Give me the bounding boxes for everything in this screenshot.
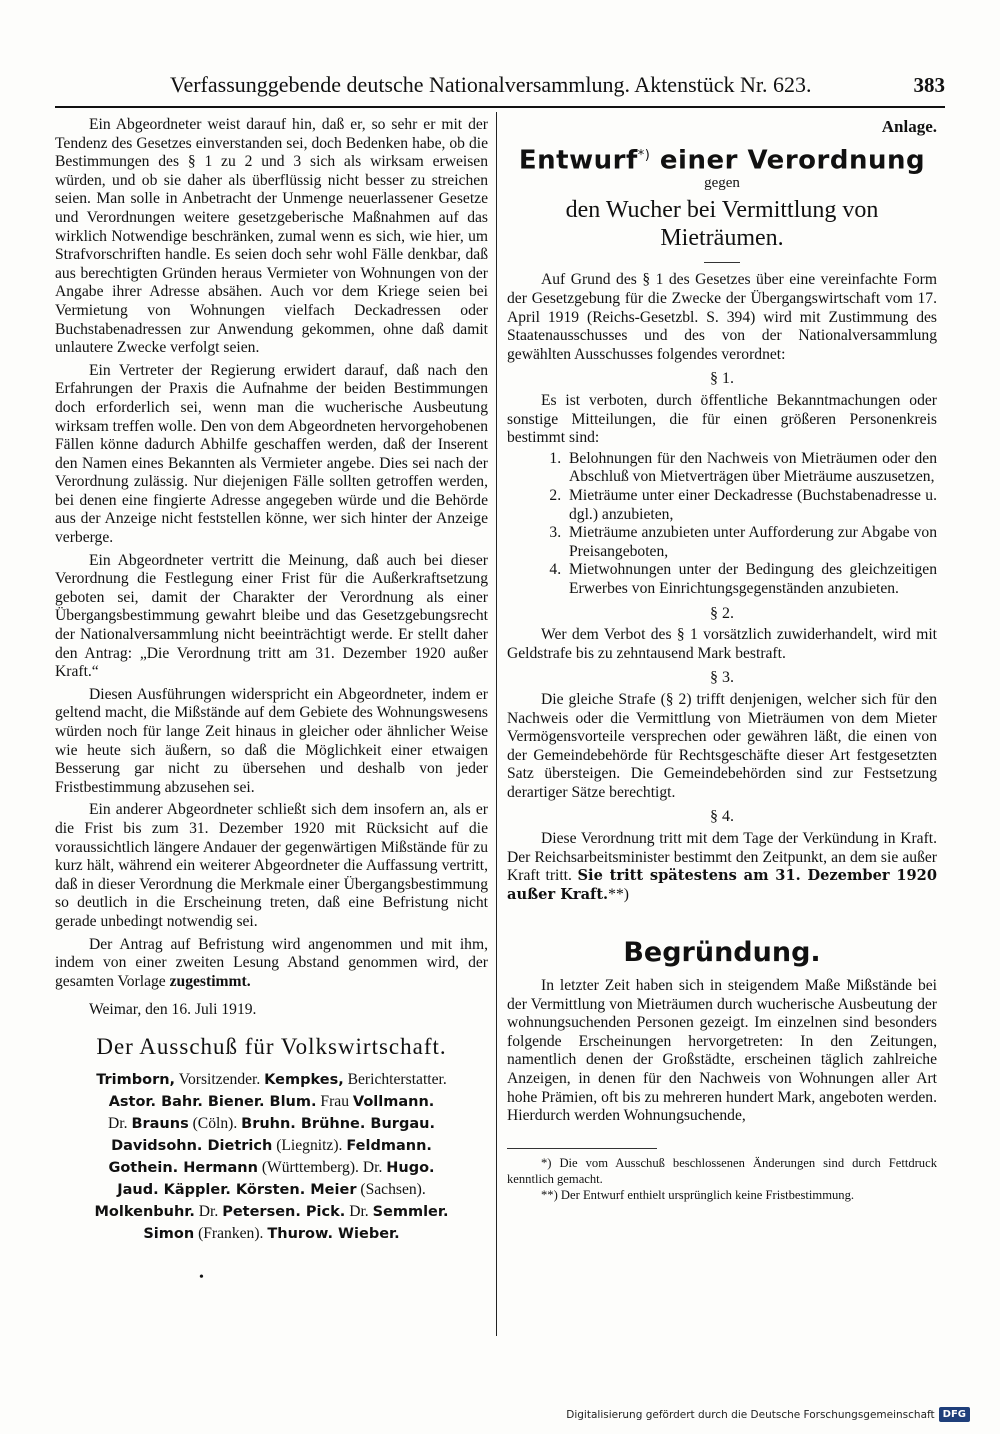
reasons-title: Begründung.: [623, 937, 821, 969]
member-name: Bruhn. Brühne. Burgau.: [241, 1115, 435, 1132]
footnote-mark: **): [608, 885, 629, 903]
digitization-credit: [566, 1407, 970, 1422]
list-item: 2. Mieträume unter einer Deckadresse (Buchstabenadresse u. dgl.) anzubieten,: [565, 487, 937, 524]
section-text: Es ist verboten, durch öffentliche Bekanntmachungen oder sonstige Mitteilungen, die für einen größeren Personenkreis bestimmt sind:: [507, 392, 937, 447]
reasons-text: In letzter Zeit haben sich in steigendem Maße Mißstände bei der Vermittlung von Mieträumen durch wucherische Ausbeutung der wohnungsuchenden Personen gezeigt. Im einzelnen sind besonders folgende Erscheinungen hervorgetreten: In den Zeitungen, namentlich denen der Großstädte, erscheinen täglich zahlreiche Anzeigen, in denen für den Nachweis von Wohnungen aller Art hohe Prämien, oft bis zu mehreren hundert Mark, angeboten werden. Hierdurch werden Wohnungsuchende,: [507, 977, 937, 1125]
member-name: Simon: [143, 1225, 195, 1242]
running-header: [170, 72, 945, 104]
credit-text: Digitalisierung gefördert durch die Deutsche Forschungsgemeinschaft: [566, 1408, 935, 1421]
draft-title-word: Entwurf: [518, 145, 638, 176]
member-role: Berichterstatter.: [347, 1070, 447, 1088]
draft-against: gegen: [704, 174, 740, 191]
section-text: Die gleiche Strafe (§ 2) trifft denjenigen, welcher sich für den Nachweis oder die Vermittlung von Mieträumen von dem Mieter Vermögensvorteile versprechen oder gewähren läßt, die einen von der Gemeindebehörde für Rechtsgeschäfte dieser Art festgesetzten Satz übersteigen. Die Gemeindebehörden sind zur Festsetzung derartiger Sätze berechtigt.: [507, 690, 937, 801]
member-title: Dr.: [198, 1202, 219, 1220]
left-column: [55, 116, 488, 1287]
annex-label: Anlage.: [881, 117, 937, 136]
member-name: Kempkes,: [264, 1071, 344, 1088]
committee-title: Der Ausschuß für Volkswirtschaft.: [96, 1033, 447, 1059]
member-name: Semmler.: [372, 1203, 449, 1220]
section-text-plain: Diese Verordnung tritt mit dem Tage der Verkündung in Kraft. Der Reichsarbeitsminister bestimmt den Zeitpunkt, an dem sie außer Kraft tritt.: [507, 830, 937, 885]
member-title: Dr.: [349, 1202, 369, 1220]
members-line: [55, 1113, 488, 1135]
provision-list: [507, 450, 937, 599]
draft-title-rest: einer Verordnung: [659, 145, 926, 176]
member-name: Molkenbuhr.: [94, 1203, 195, 1220]
member-place: (Sachsen).: [360, 1180, 426, 1198]
page-number: 383: [913, 73, 945, 97]
member-name: Jaud. Käppler. Körsten. Meier: [117, 1181, 357, 1198]
member-place: (Liegnitz).: [276, 1136, 343, 1154]
date-line: Weimar, den 16. Juli 1919.: [89, 1001, 257, 1019]
member-role: Vorsitzender.: [178, 1070, 261, 1088]
footnote: *) Die vom Ausschuß beschlossenen Änderungen sind durch Fettdruck kenntlich gemacht.: [507, 1155, 937, 1186]
members-line: [55, 1223, 488, 1245]
member-name: Gothein. Hermann: [108, 1159, 258, 1176]
section-text: [507, 830, 937, 904]
members-line: [55, 1157, 488, 1179]
report-paragraph: Ein Abgeordneter vertritt die Meinung, daß auch bei dieser Verordnung die Festlegung einer Frist für die Außerkraftsetzung geboten sei, damit der Charakter der Verordnung als einer Übergangsbestimmung gewahrt bleibe und das Gesetzgebungsrecht der Nationalversammlung nicht beeinträchtigt werde. Er stellt daher den Antrag: „Die Verordnung tritt am 31. Dezember 1920 außer Kraft.“: [55, 551, 488, 681]
list-item: 4. Mietwohnungen unter der Bedingung des gleichzeitigen Erwerbes von Einrichtungsgegenständen anzubieten.: [565, 561, 937, 598]
committee-members: [55, 1069, 488, 1245]
column-rule: [496, 112, 497, 1336]
member-place: (Württemberg). Dr.: [261, 1158, 383, 1176]
right-column: [507, 116, 937, 1203]
member-title: Dr.: [108, 1114, 128, 1132]
member-name: Feldmann.: [346, 1137, 432, 1154]
short-divider: [704, 262, 740, 263]
footnotes: [507, 1148, 937, 1203]
members-line: [55, 1179, 488, 1201]
report-paragraph: Ein anderer Abgeordneter schließt sich dem insofern an, als er die Frist bis zum 31. Dezember 1920 mit Rücksicht auf die voraussichtlich längere Andauer der gegenwärtigen Mißstände für zu kurz hält, während ein weiterer Abgeordneter die Auffassung vertritt, daß in dieser Verordnung die Merkmale einer Übergangsbestimmung so deutlich in die Erscheinung treten, daß eine Befristung nicht gerade unbedingt notwendig sei.: [55, 801, 488, 930]
member-name: Brauns: [131, 1115, 189, 1132]
ink-dot: •: [199, 1269, 204, 1285]
members-line: [55, 1069, 488, 1091]
footnote-rule: [507, 1148, 657, 1149]
list-item: 3. Mieträume anzubieten unter Aufforderung zur Abgabe von Preisangeboten,: [565, 524, 937, 561]
final-paragraph: [55, 936, 488, 992]
member-name: Vollmann.: [352, 1093, 435, 1110]
member-name: Thurow. Wieber.: [267, 1225, 400, 1242]
final-paragraph-text: Der Antrag auf Befristung wird angenommen und mit ihm, indem von einer zweiten Lesung Abstand genommen wird, der gesamten Vorlage: [55, 935, 488, 990]
footnote-mark: *): [637, 147, 651, 163]
section-text-bold: Sie tritt spätestens am 31. Dezember 1920 außer Kraft.: [507, 867, 937, 903]
draft-title: [507, 145, 937, 176]
final-paragraph-bold: zugestimmt.: [169, 972, 251, 990]
header-rule: [55, 106, 945, 108]
report-paragraph: Ein Abgeordneter weist darauf hin, daß er, so sehr er mit der Tendenz des Gesetzes einverstanden sei, doch Bedenken habe, ob die Bestimmungen des § 1 zu 2 und 3 sich als wirksam erweisen würden, und ob sie daher als überflüssig nicht besser zu streichen seien. Man solle in Anbetracht der Unmenge neuerlassener Gesetze und Verordnungen weitere gesetzgeberische Maßnahmen auf das wirklich Notwendige beschränken, zumal wenn es sich, wie hier, um Strafvorschriften handle. Es seien doch sehr wohl Fälle denkbar, daß aus berechtigten Gründen heraus Vermieter von Wohnungen von der Angabe ihrer Adresse absähen. Auch vor dem Kriege seien bei Vermietung von Wohnungen vielfach Deckadressen oder Buchstabenadressen zur Anwendung gekommen, ohne daß damit unlautere Zwecke verfolgt seien.: [55, 116, 488, 357]
member-name: Astor. Bahr. Biener. Blum.: [108, 1093, 317, 1110]
section-heading: § 2.: [710, 604, 734, 622]
member-name: Hugo.: [386, 1159, 435, 1176]
section-heading: § 3.: [710, 669, 734, 687]
member-name: Trimborn,: [96, 1071, 176, 1088]
section-heading: § 1.: [710, 370, 734, 388]
member-place: (Franken).: [198, 1224, 264, 1242]
preamble: Auf Grund des § 1 des Gesetzes über eine vereinfachte Form der Gesetzgebung für die Zwecke der Übergangswirtschaft vom 17. April 1919 (Reichs-Gesetzbl. S. 394) wird mit Zustimmung des Staatenausschusses und des von der Nationalversammlung gewählten Ausschusses folgendes verordnet:: [507, 271, 937, 363]
members-line: [55, 1201, 488, 1223]
member-title: Frau: [320, 1092, 349, 1110]
section-heading: § 4.: [710, 808, 734, 826]
report-paragraph: Ein Vertreter der Regierung erwidert darauf, daß nach den Erfahrungen der Praxis die Aufnahme der beiden Bestimmungen doch erforderlich sei, wenn man die wucherische Ausbeutung wirksam treffen wolle. Den von dem Abgeordneten hervorgehobenen Fällen könne dadurch Abhilfe geschaffen werden, daß der Inserent den Namen eines Bekannten als Vermieter angebe. Dies sei nach der Verordnung zulässig. Nur diejenigen Fälle sollten getroffen werden, bei denen eine fingierte Adresse angegeben würde und die Behörde aus der Anzeige nicht feststellen könne, wer sich hinter der Anzeige verberge.: [55, 361, 488, 547]
members-line: [55, 1091, 488, 1113]
list-item: 1. Belohnungen für den Nachweis von Mieträumen oder den Abschluß von Mietverträgen über Mieträume auszusetzen,: [565, 450, 937, 487]
footnote: **) Der Entwurf enthielt ursprünglich keine Fristbestimmung.: [541, 1187, 855, 1202]
member-name: Davidsohn. Dietrich: [111, 1137, 273, 1154]
dfg-logo: DFG: [939, 1407, 970, 1422]
running-title: Verfassunggebende deutsche Nationalversammlung. Aktenstück Nr. 623.: [170, 72, 812, 97]
report-paragraph: Diesen Ausführungen widerspricht ein Abgeordneter, indem er geltend macht, die Mißstände auf dem Gebiete des Wohnungswesens würden noch für lange Zeit hinaus in gleicher oder ähnlicher Weise wie heute sich äußern, so daß die Möglichkeit einer etwaigen Besserung gar nicht zu übersehen und deshalb von jeder Fristbestimmung abzusehen sei.: [55, 685, 488, 796]
member-name: Petersen. Pick.: [222, 1203, 346, 1220]
draft-subtitle: den Wucher bei Vermittlung von Mieträumen.: [565, 197, 879, 252]
member-place: (Cöln).: [192, 1114, 238, 1132]
members-line: [55, 1135, 488, 1157]
section-text: Wer dem Verbot des § 1 vorsätzlich zuwiderhandelt, wird mit Geldstrafe bis zu zehntausend Mark bestraft.: [507, 626, 937, 662]
